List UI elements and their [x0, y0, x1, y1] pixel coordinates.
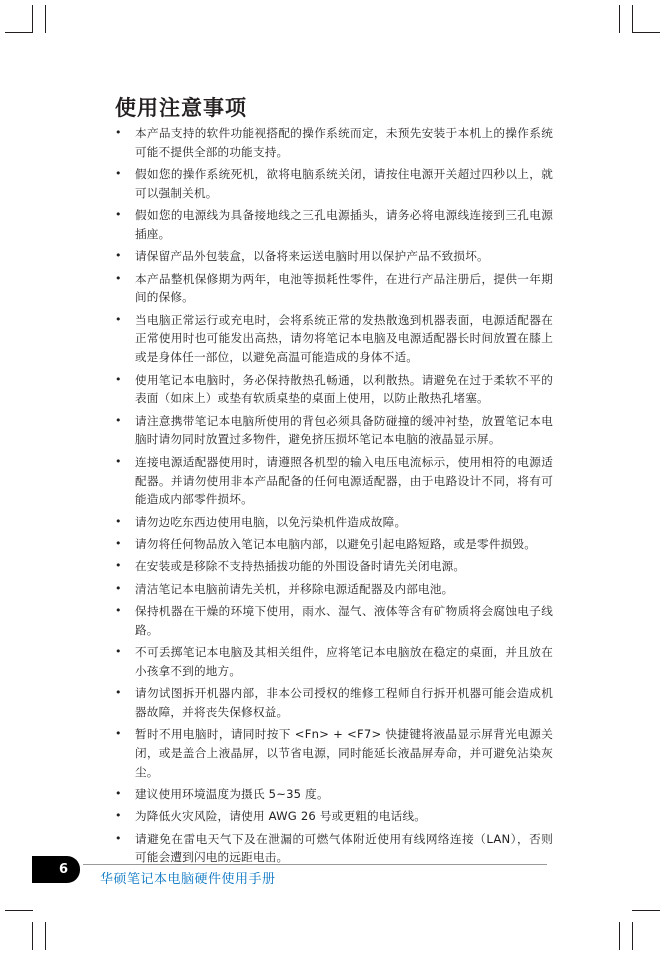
crop-mark — [45, 5, 46, 33]
bullet-icon: • — [115, 208, 122, 222]
list-item — [113, 684, 553, 722]
list-item-text: 清洁笔记本电脑前请先关机，并移除电源适配器及内部电池。 — [135, 581, 454, 596]
bullet-icon: • — [115, 413, 122, 427]
list-item-text: 本产品整机保修期为两年，电池等损耗性零件，在进行产品注册后，提供一年期间的保修。 — [135, 271, 553, 305]
bullet-icon: • — [115, 249, 122, 263]
list-item — [113, 725, 553, 781]
bullet-icon: • — [115, 559, 122, 573]
list-item — [113, 165, 553, 203]
footer-title: 华硕笔记本电脑硬件使用手册 — [100, 872, 276, 887]
list-item-text: 使用笔记本电脑时，务必保持散热孔畅通，以利散热。请避免在过于柔软不平的表面（如床上）或垫有软质桌垫的桌面上使用，以防止散热孔堵塞。 — [135, 372, 553, 406]
list-item-text: 请勿将任何物品放入笔记本电脑内部，以避免引起电路短路，或是零件损毁。 — [135, 536, 536, 551]
list-item-text: 请注意携带笔记本电脑所使用的背包必须具备防碰撞的缓冲衬垫，放置笔记本电脑时请勿同时放置过多物件，避免挤压损坏笔记本电脑的液晶显示屏。 — [135, 413, 553, 447]
bullet-icon: • — [115, 167, 122, 181]
page-title: 使用注意事项 — [115, 96, 247, 120]
bullet-icon: • — [115, 372, 122, 386]
list-item-text: 保持机器在干燥的环境下使用，雨水、湿气、液体等含有矿物质将会腐蚀电子线路。 — [135, 603, 553, 637]
list-item-text: 当电脑正常运行或充电时，会将系统正常的发热散逸到机器表面，电源适配器在正常使用时也可能发出高热，请勿将笔记本电脑及电源适配器长时间放置在膝上或是身体任一部位，以避免高温可能造成的身体不适。 — [135, 312, 553, 365]
bullet-icon: • — [115, 787, 122, 800]
bullet-icon: • — [115, 809, 122, 823]
bullet-icon: • — [115, 831, 122, 845]
bullet-icon: • — [115, 581, 122, 595]
crop-mark — [632, 32, 660, 33]
list-item — [113, 807, 553, 826]
list-item-text: 请勿试图拆开机器内部，非本公司授权的维修工程师自行拆开机器可能会造成机器故障，并将丧失保修权益。 — [135, 686, 553, 719]
bullet-icon: • — [115, 603, 122, 617]
list-item — [113, 311, 553, 367]
bullet-icon: • — [115, 686, 122, 700]
list-item-text: 不可丢掷笔记本电脑及其相关组件，应将笔记本电脑放在稳定的桌面，并且放在小孩拿不到的地方。 — [135, 644, 553, 678]
footer-divider — [83, 864, 547, 865]
list-item — [113, 580, 553, 599]
page-number-tab — [32, 856, 80, 883]
list-item-text: 建议使用环境温度为摄氏 5~35 度。 — [135, 787, 329, 801]
crop-mark — [5, 32, 33, 33]
list-item-text: 请保留产品外包装盒，以备将来运送电脑时用以保护产品不致损坏。 — [135, 249, 489, 264]
list-item — [113, 453, 553, 509]
crop-mark — [32, 5, 33, 33]
bullet-icon: • — [115, 312, 122, 326]
list-item-text: 假如您的操作系统死机，欲将电脑系统关闭，请按住电源开关超过四秒以上，就可以强制关机。 — [135, 167, 553, 200]
list-item — [113, 412, 553, 450]
list-item-text: 为降低火灾风险，请使用 AWG 26 号或更粗的电话线。 — [135, 809, 427, 824]
page-number: 6 — [58, 862, 68, 877]
bullet-icon: • — [115, 454, 122, 468]
bullet-icon: • — [115, 727, 122, 741]
list-item — [113, 602, 553, 640]
crop-mark — [619, 5, 620, 33]
list-item-text: 暂时不用电脑时，请同时按下 <Fn> + <F7> 快捷键将液晶显示屏背光电源关闭，或是盖合上液晶屏，以节省电源，同时能延长液晶屏寿命，并可避免沾染灰尘。 — [135, 727, 553, 779]
bullet-icon: • — [115, 126, 122, 139]
bullet-icon: • — [115, 271, 122, 285]
list-item — [113, 513, 553, 532]
bullet-icon: • — [115, 644, 122, 658]
precautions-list — [113, 124, 553, 871]
list-item — [113, 206, 553, 244]
list-item-text: 请避免在雷电天气下及在泄漏的可燃气体附近使用有线网络连接（LAN），否则可能会遭到闪电的远距电击。 — [135, 831, 553, 865]
list-item — [113, 785, 553, 804]
crop-mark — [632, 910, 660, 911]
crop-mark — [32, 922, 33, 950]
list-item — [113, 371, 553, 409]
crop-mark — [45, 922, 46, 950]
bullet-icon: • — [115, 514, 122, 528]
list-item — [113, 247, 553, 266]
list-item — [113, 557, 553, 576]
list-item-text: 连接电源适配器使用时，请遵照各机型的输入电压电流标示，使用相符的电源适配器。并请勿使用非本产品配备的任何电源适配器，由于电路设计不同，将有可能造成内部零件损坏。 — [135, 454, 553, 507]
list-item — [113, 270, 553, 308]
list-item-text: 请勿边吃东西边使用电脑，以免污染机件造成故障。 — [135, 514, 407, 529]
crop-mark — [619, 922, 620, 950]
list-item-text: 在安装或是移除不支持热插拔功能的外围设备时请先关闭电源。 — [135, 559, 466, 574]
list-item-text: 本产品支持的软件功能视搭配的操作系统而定，未预先安装于本机上的操作系统可能不提供全部的功能支持。 — [135, 126, 553, 159]
crop-mark — [5, 910, 33, 911]
list-item — [113, 643, 553, 681]
crop-mark — [632, 5, 633, 33]
crop-mark — [632, 922, 633, 950]
list-item — [113, 535, 553, 554]
list-item — [113, 124, 553, 162]
list-item — [113, 830, 553, 868]
list-item-text: 假如您的电源线为具备接地线之三孔电源插头，请务必将电源线连接到三孔电源插座。 — [135, 208, 553, 241]
bullet-icon: • — [115, 536, 122, 550]
